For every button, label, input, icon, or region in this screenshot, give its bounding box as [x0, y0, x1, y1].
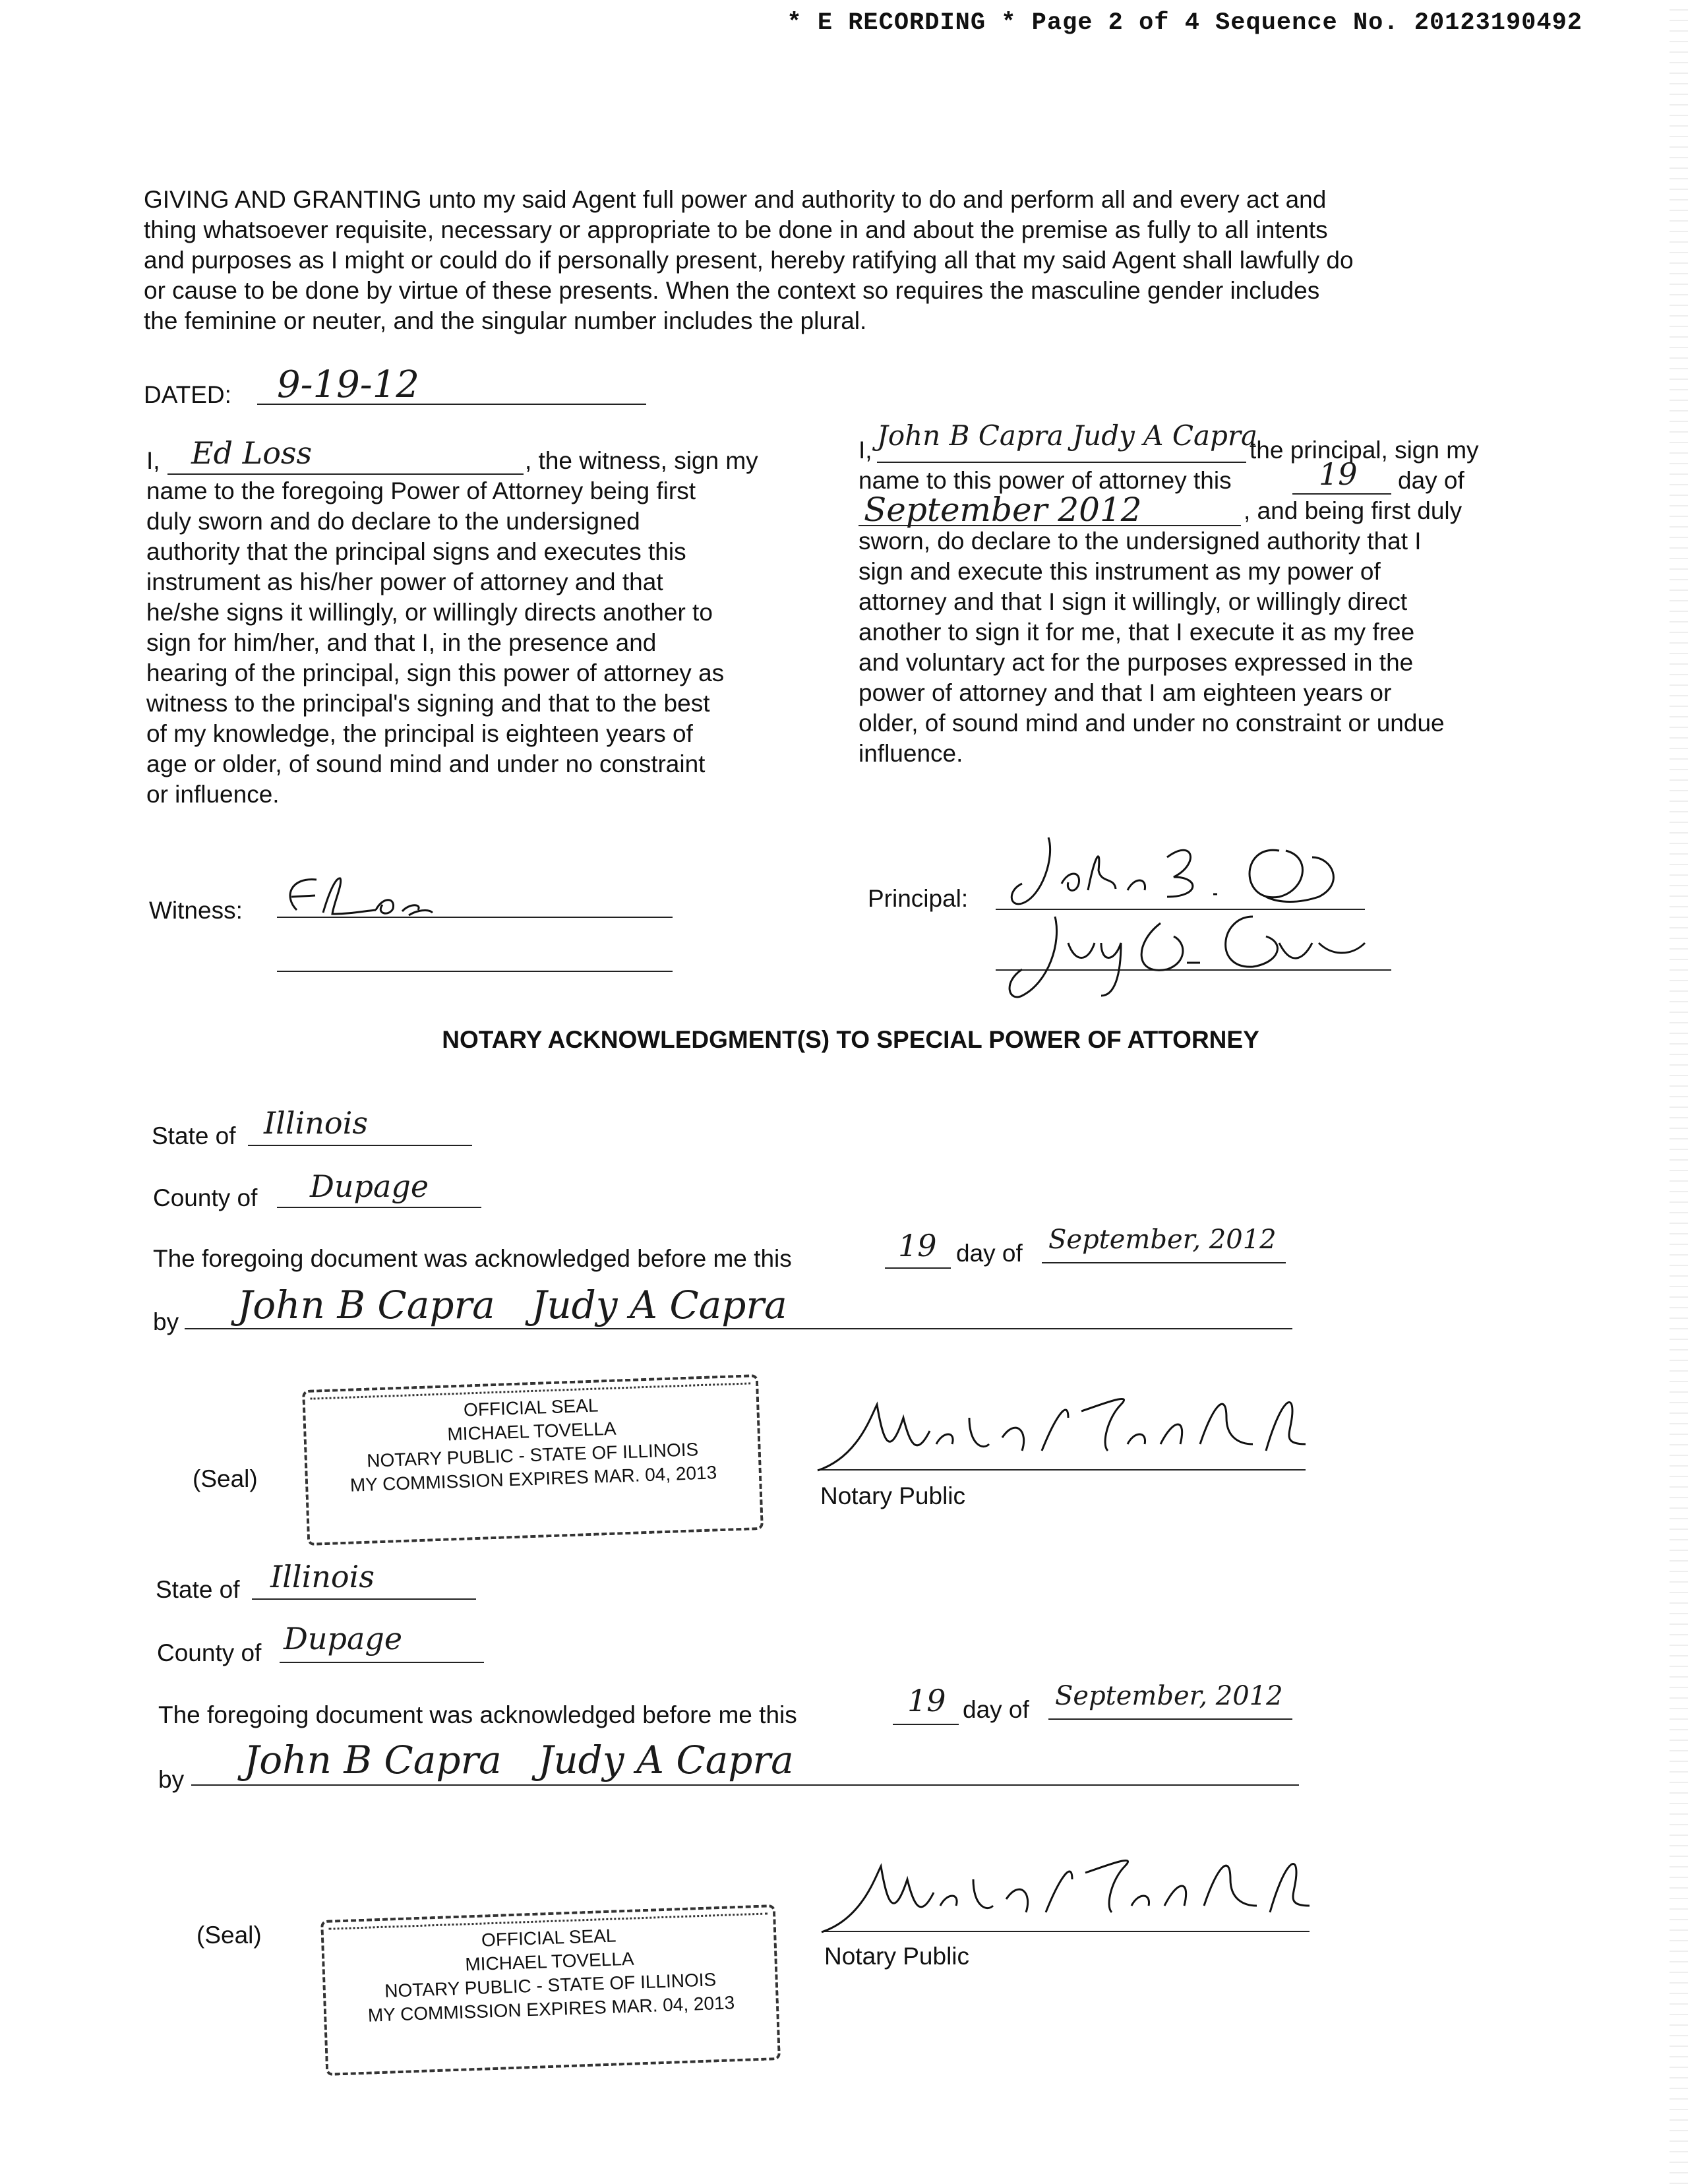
ack2-state-line [252, 1598, 476, 1600]
principal-names-handwritten: John B Capra Judy A Capra [877, 419, 1258, 452]
witness-name-line [167, 473, 524, 475]
ack1-day-line [885, 1267, 951, 1269]
ack1-state-line [248, 1145, 472, 1146]
ack1-month-value: September, 2012 [1048, 1225, 1277, 1255]
principal-line: influence. [859, 740, 963, 767]
witness-line: he/she signs it willingly, or willingly directs another to [146, 599, 713, 626]
ack1-day-value: 19 [898, 1228, 937, 1263]
witness-name-handwritten: Ed Loss [191, 435, 313, 471]
ack2-by-value: John B Capra Judy A Capra [244, 1738, 794, 1782]
witness-line: or influence. [146, 781, 280, 808]
ack1-county-line [277, 1207, 481, 1208]
ack2-official-seal [320, 1904, 781, 2076]
ack2-state-label: State of [156, 1576, 240, 1603]
grant-line: thing whatsoever requisite, necessary or appropriate to be done in and about the premise as fully to all intents [144, 216, 1328, 243]
seal-line: MICHAEL TOVELLA [446, 1418, 617, 1445]
witness-prefix: I, [146, 447, 160, 474]
ack1-by-value: John B Capra Judy A Capra [237, 1283, 787, 1327]
ack2-sentence-prefix: The foregoing document was acknowledged before me this [158, 1701, 797, 1728]
witness-line: instrument as his/her power of attorney and that [146, 568, 663, 595]
principal-line: power of attorney and that I am eighteen years or [859, 679, 1392, 706]
witness-line: sign for him/her, and that I, in the presence and [146, 629, 657, 656]
ack1-notary-label: Notary Public [820, 1482, 966, 1509]
principal-line: another to sign it for me, that I execute it as my free [859, 619, 1415, 646]
witness-line: hearing of the principal, sign this power of attorney as [146, 659, 725, 686]
ack2-by-line [191, 1784, 1299, 1786]
ack1-by-line [185, 1328, 1292, 1329]
witness-line: of my knowledge, the principal is eighteen years of [146, 720, 693, 747]
ack2-state-value: Illinois [270, 1559, 375, 1594]
ack1-notary-signature [818, 1378, 1306, 1477]
recording-header: * E RECORDING * Page 2 of 4 Sequence No. 20123190492 [787, 9, 1582, 37]
ack1-by-label: by [153, 1308, 179, 1335]
seal-line: MY COMMISSION EXPIRES MAR. 04, 2013 [349, 1462, 717, 1496]
scan-edge [1670, 0, 1688, 2184]
seal-line: MY COMMISSION EXPIRES MAR. 04, 2013 [367, 1992, 735, 2026]
principal-line2-prefix: name to this power of attorney this [859, 467, 1232, 494]
dated-value: 9-19-12 [277, 363, 419, 406]
ack2-county-line [280, 1662, 484, 1663]
ack2-by-label: by [158, 1766, 185, 1793]
principal-signature-judy [1002, 903, 1372, 1002]
principal-line: sworn, do declare to the undersigned authority that I [859, 528, 1422, 555]
ack2-month-value: September, 2012 [1055, 1681, 1283, 1711]
ack1-month-line [1042, 1262, 1286, 1263]
principal-prefix: I, [859, 437, 872, 464]
witness-line: name to the foregoing Power of Attorney being first [146, 477, 696, 504]
witness-line: authority that the principal signs and executes this [146, 538, 686, 565]
ack1-state-value: Illinois [264, 1105, 368, 1141]
grant-line: and purposes as I might or could do if personally present, hereby ratifying all that my said Agent shall lawfully do [144, 247, 1354, 274]
ack1-state-label: State of [152, 1122, 236, 1149]
witness-line: witness to the principal's signing and that to the best [146, 690, 710, 717]
witness-line: duly sworn and do declare to the undersigned [146, 508, 640, 535]
ack2-day-value: 19 [907, 1683, 946, 1718]
ack1-official-seal [302, 1374, 764, 1546]
principal-first-line-suffix: the principal, sign my [1250, 437, 1479, 464]
principal-line: sign and execute this instrument as my power of [859, 558, 1381, 585]
principal-line2-suffix: day of [1398, 467, 1464, 494]
principal-line: and voluntary act for the purposes expressed in the [859, 649, 1414, 676]
grant-paragraph [144, 185, 1354, 336]
witness-paragraph [146, 476, 724, 810]
ack1-county-label: County of [153, 1184, 258, 1211]
grant-line: the feminine or neuter, and the singular number includes the plural. [144, 307, 867, 334]
principal-names-line [877, 462, 1246, 463]
ack2-county-value: Dupage [284, 1621, 403, 1656]
witness-line: age or older, of sound mind and under no constraint [146, 750, 706, 777]
principal-signature-label: Principal: [868, 885, 969, 912]
principal-day-line [1292, 493, 1391, 495]
ack1-day-of-label: day of [956, 1240, 1023, 1267]
witness-signature-label: Witness: [149, 897, 243, 924]
seal-line: NOTARY PUBLIC - STATE OF ILLINOIS [384, 1969, 717, 2001]
ack1-seal-label: (Seal) [193, 1465, 258, 1492]
principal-line3-suffix: , and being first duly [1244, 497, 1462, 524]
ack2-day-line [893, 1724, 959, 1725]
witness-signature-line-2 [277, 971, 673, 972]
ack2-notary-signature [822, 1840, 1310, 1939]
ack1-county-value: Dupage [310, 1168, 429, 1204]
principal-line: older, of sound mind and under no constraint or undue [859, 710, 1445, 737]
ack2-notary-label: Notary Public [824, 1943, 970, 1970]
principal-day-handwritten: 19 [1319, 456, 1358, 492]
dated-label: DATED: [144, 381, 231, 408]
grant-line: or cause to be done by virtue of these presents. When the context so requires the masculine gender includes [144, 277, 1320, 304]
principal-paragraph [859, 526, 1445, 769]
witness-first-line-suffix: , the witness, sign my [525, 447, 758, 474]
ack2-seal-label: (Seal) [196, 1922, 262, 1949]
notary-title: NOTARY ACKNOWLEDGMENT(S) TO SPECIAL POWER OF ATTORNEY [442, 1026, 1259, 1053]
seal-line: NOTARY PUBLIC - STATE OF ILLINOIS [366, 1439, 699, 1471]
witness-signature [277, 870, 435, 923]
ack2-day-of-label: day of [963, 1696, 1029, 1723]
seal-line: OFFICIAL SEAL [481, 1925, 617, 1951]
principal-line: attorney and that I sign it willingly, or willingly direct [859, 588, 1408, 615]
seal-line: MICHAEL TOVELLA [464, 1948, 635, 1975]
grant-line: GIVING AND GRANTING unto my said Agent full power and authority to do and perform all and every act and [144, 186, 1327, 213]
ack1-sentence-prefix: The foregoing document was acknowledged before me this [153, 1245, 792, 1272]
ack2-county-label: County of [157, 1639, 262, 1666]
ack2-month-line [1048, 1718, 1292, 1720]
principal-month-year-handwritten: September 2012 [864, 491, 1142, 529]
seal-line: OFFICIAL SEAL [463, 1395, 599, 1420]
